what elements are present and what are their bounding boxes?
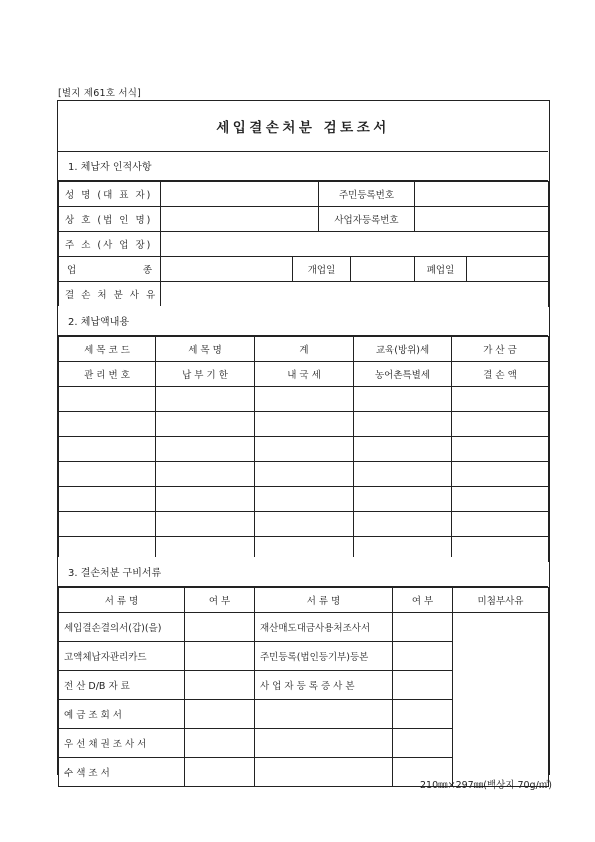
resident-no-field[interactable] xyxy=(415,182,549,207)
arrears-header-row1 xyxy=(59,337,549,362)
cell[interactable] xyxy=(156,487,255,512)
open-date-label: 개업일 xyxy=(293,257,351,282)
cell[interactable] xyxy=(255,462,354,487)
doc-status-header-2: 여 부 xyxy=(393,588,453,613)
cell[interactable] xyxy=(255,512,354,537)
doc-check[interactable] xyxy=(185,700,255,729)
doc-check[interactable] xyxy=(185,613,255,642)
form-frame xyxy=(57,100,550,779)
domestic-tax-header: 내 국 세 xyxy=(255,362,354,387)
doc-check[interactable] xyxy=(185,642,255,671)
cell[interactable] xyxy=(354,512,452,537)
business-no-label: 사업자등록번호 xyxy=(319,207,415,232)
doc-loss-resolution: 세입결손결의서(갑)(을) xyxy=(59,613,185,642)
doc-name-header: 서 류 명 xyxy=(59,588,185,613)
management-no-header: 관 리 번 호 xyxy=(59,362,156,387)
doc-empty[interactable] xyxy=(255,729,393,758)
doc-search-report: 수 색 조 서 xyxy=(59,758,185,787)
cell[interactable] xyxy=(452,437,549,462)
doc-check[interactable] xyxy=(185,729,255,758)
cell[interactable] xyxy=(255,412,354,437)
taxpayer-info-grid xyxy=(58,181,549,257)
cell[interactable] xyxy=(59,437,156,462)
loss-amount-header: 결 손 액 xyxy=(452,362,549,387)
cell[interactable] xyxy=(255,437,354,462)
reason-field[interactable] xyxy=(161,282,549,307)
address-label: 주 소 (사 업 장) xyxy=(59,232,161,257)
doc-business-registration: 사 업 자 등 록 증 사 본 xyxy=(255,671,393,700)
arrears-table xyxy=(58,336,549,562)
documents-table xyxy=(58,587,549,787)
doc-registration-copy: 주민등록(법인등기부)등본 xyxy=(255,642,393,671)
table-row xyxy=(59,387,549,412)
cell[interactable] xyxy=(59,412,156,437)
doc-check[interactable] xyxy=(185,671,255,700)
missing-reason-header: 미첨부사유 xyxy=(453,588,549,613)
industry-row-table xyxy=(58,256,549,307)
doc-computer-db: 전 산 D/B 자 료 xyxy=(59,671,185,700)
cell[interactable] xyxy=(452,387,549,412)
open-date-field[interactable] xyxy=(351,257,415,282)
tax-code-header: 세 목 코 드 xyxy=(59,337,156,362)
section3-heading xyxy=(58,557,548,587)
cell[interactable] xyxy=(59,387,156,412)
doc-deposit-inquiry: 예 금 조 회 서 xyxy=(59,700,185,729)
cell[interactable] xyxy=(156,437,255,462)
doc-delinquent-card: 고액체납자관리카드 xyxy=(59,642,185,671)
missing-reason-field[interactable] xyxy=(453,613,549,787)
doc-empty[interactable] xyxy=(255,758,393,787)
cell[interactable] xyxy=(354,387,452,412)
cell[interactable] xyxy=(156,462,255,487)
doc-empty[interactable] xyxy=(255,700,393,729)
cell[interactable] xyxy=(59,512,156,537)
doc-check[interactable] xyxy=(185,758,255,787)
cell[interactable] xyxy=(255,387,354,412)
industry-label: 업 종 xyxy=(59,257,161,282)
cell[interactable] xyxy=(452,412,549,437)
reason-label: 결 손 처 분 사 유 xyxy=(59,282,161,307)
cell[interactable] xyxy=(59,462,156,487)
form-title: 세입결손처분 검토조서 xyxy=(216,120,390,136)
cell[interactable] xyxy=(156,512,255,537)
table-row xyxy=(59,412,549,437)
table-row xyxy=(59,487,549,512)
close-date-label: 폐업일 xyxy=(415,257,467,282)
table-row xyxy=(59,613,549,642)
doc-check[interactable] xyxy=(393,729,453,758)
name-label: 성 명 (대 표 자) xyxy=(59,182,161,207)
doc-name-header-2: 서 류 명 xyxy=(255,588,393,613)
penalty-header: 가 산 금 xyxy=(452,337,549,362)
cell[interactable] xyxy=(156,412,255,437)
trade-name-field[interactable] xyxy=(161,207,319,232)
section3-heading-text: 3. 결손처분 구비서류 xyxy=(68,568,162,579)
total-header: 계 xyxy=(255,337,354,362)
documents-header-row xyxy=(59,588,549,613)
arrears-header-row2 xyxy=(59,362,549,387)
rural-tax-header: 농어촌특별세 xyxy=(354,362,452,387)
cell[interactable] xyxy=(354,412,452,437)
section2-heading-text: 2. 체납액내용 xyxy=(68,317,130,328)
table-row xyxy=(59,512,549,537)
section1-heading-text: 1. 체납자 인적사항 xyxy=(68,162,152,173)
industry-field[interactable] xyxy=(161,257,293,282)
paper-spec-footer: 210㎜×297㎜(백상지 70g/㎡) xyxy=(419,780,552,791)
form-number-label: [별지 제61호 서식] xyxy=(58,88,142,99)
doc-priority-claims: 우 선 채 권 조 사 서 xyxy=(59,729,185,758)
doc-check[interactable] xyxy=(393,613,453,642)
cell[interactable] xyxy=(59,487,156,512)
due-date-header: 납 부 기 한 xyxy=(156,362,255,387)
doc-status-header: 여 부 xyxy=(185,588,255,613)
doc-property-sale: 재산매도대금사용처조사서 xyxy=(255,613,393,642)
table-row xyxy=(59,437,549,462)
close-date-field[interactable] xyxy=(467,257,549,282)
name-field[interactable] xyxy=(161,182,319,207)
trade-name-label: 상 호 (법 인 명) xyxy=(59,207,161,232)
title-band xyxy=(58,101,548,152)
cell[interactable] xyxy=(452,487,549,512)
education-tax-header: 교육(방위)세 xyxy=(354,337,452,362)
cell[interactable] xyxy=(354,462,452,487)
resident-no-label: 주민등록번호 xyxy=(319,182,415,207)
cell[interactable] xyxy=(255,487,354,512)
doc-check[interactable] xyxy=(393,700,453,729)
cell[interactable] xyxy=(354,437,452,462)
cell[interactable] xyxy=(354,487,452,512)
cell[interactable] xyxy=(156,387,255,412)
tax-name-header: 세 목 명 xyxy=(156,337,255,362)
cell[interactable] xyxy=(452,512,549,537)
address-field[interactable] xyxy=(161,232,549,257)
section1-heading xyxy=(58,151,548,181)
doc-check[interactable] xyxy=(393,642,453,671)
business-no-field[interactable] xyxy=(415,207,549,232)
doc-check[interactable] xyxy=(393,671,453,700)
cell[interactable] xyxy=(452,462,549,487)
section2-heading xyxy=(58,306,548,336)
table-row xyxy=(59,462,549,487)
